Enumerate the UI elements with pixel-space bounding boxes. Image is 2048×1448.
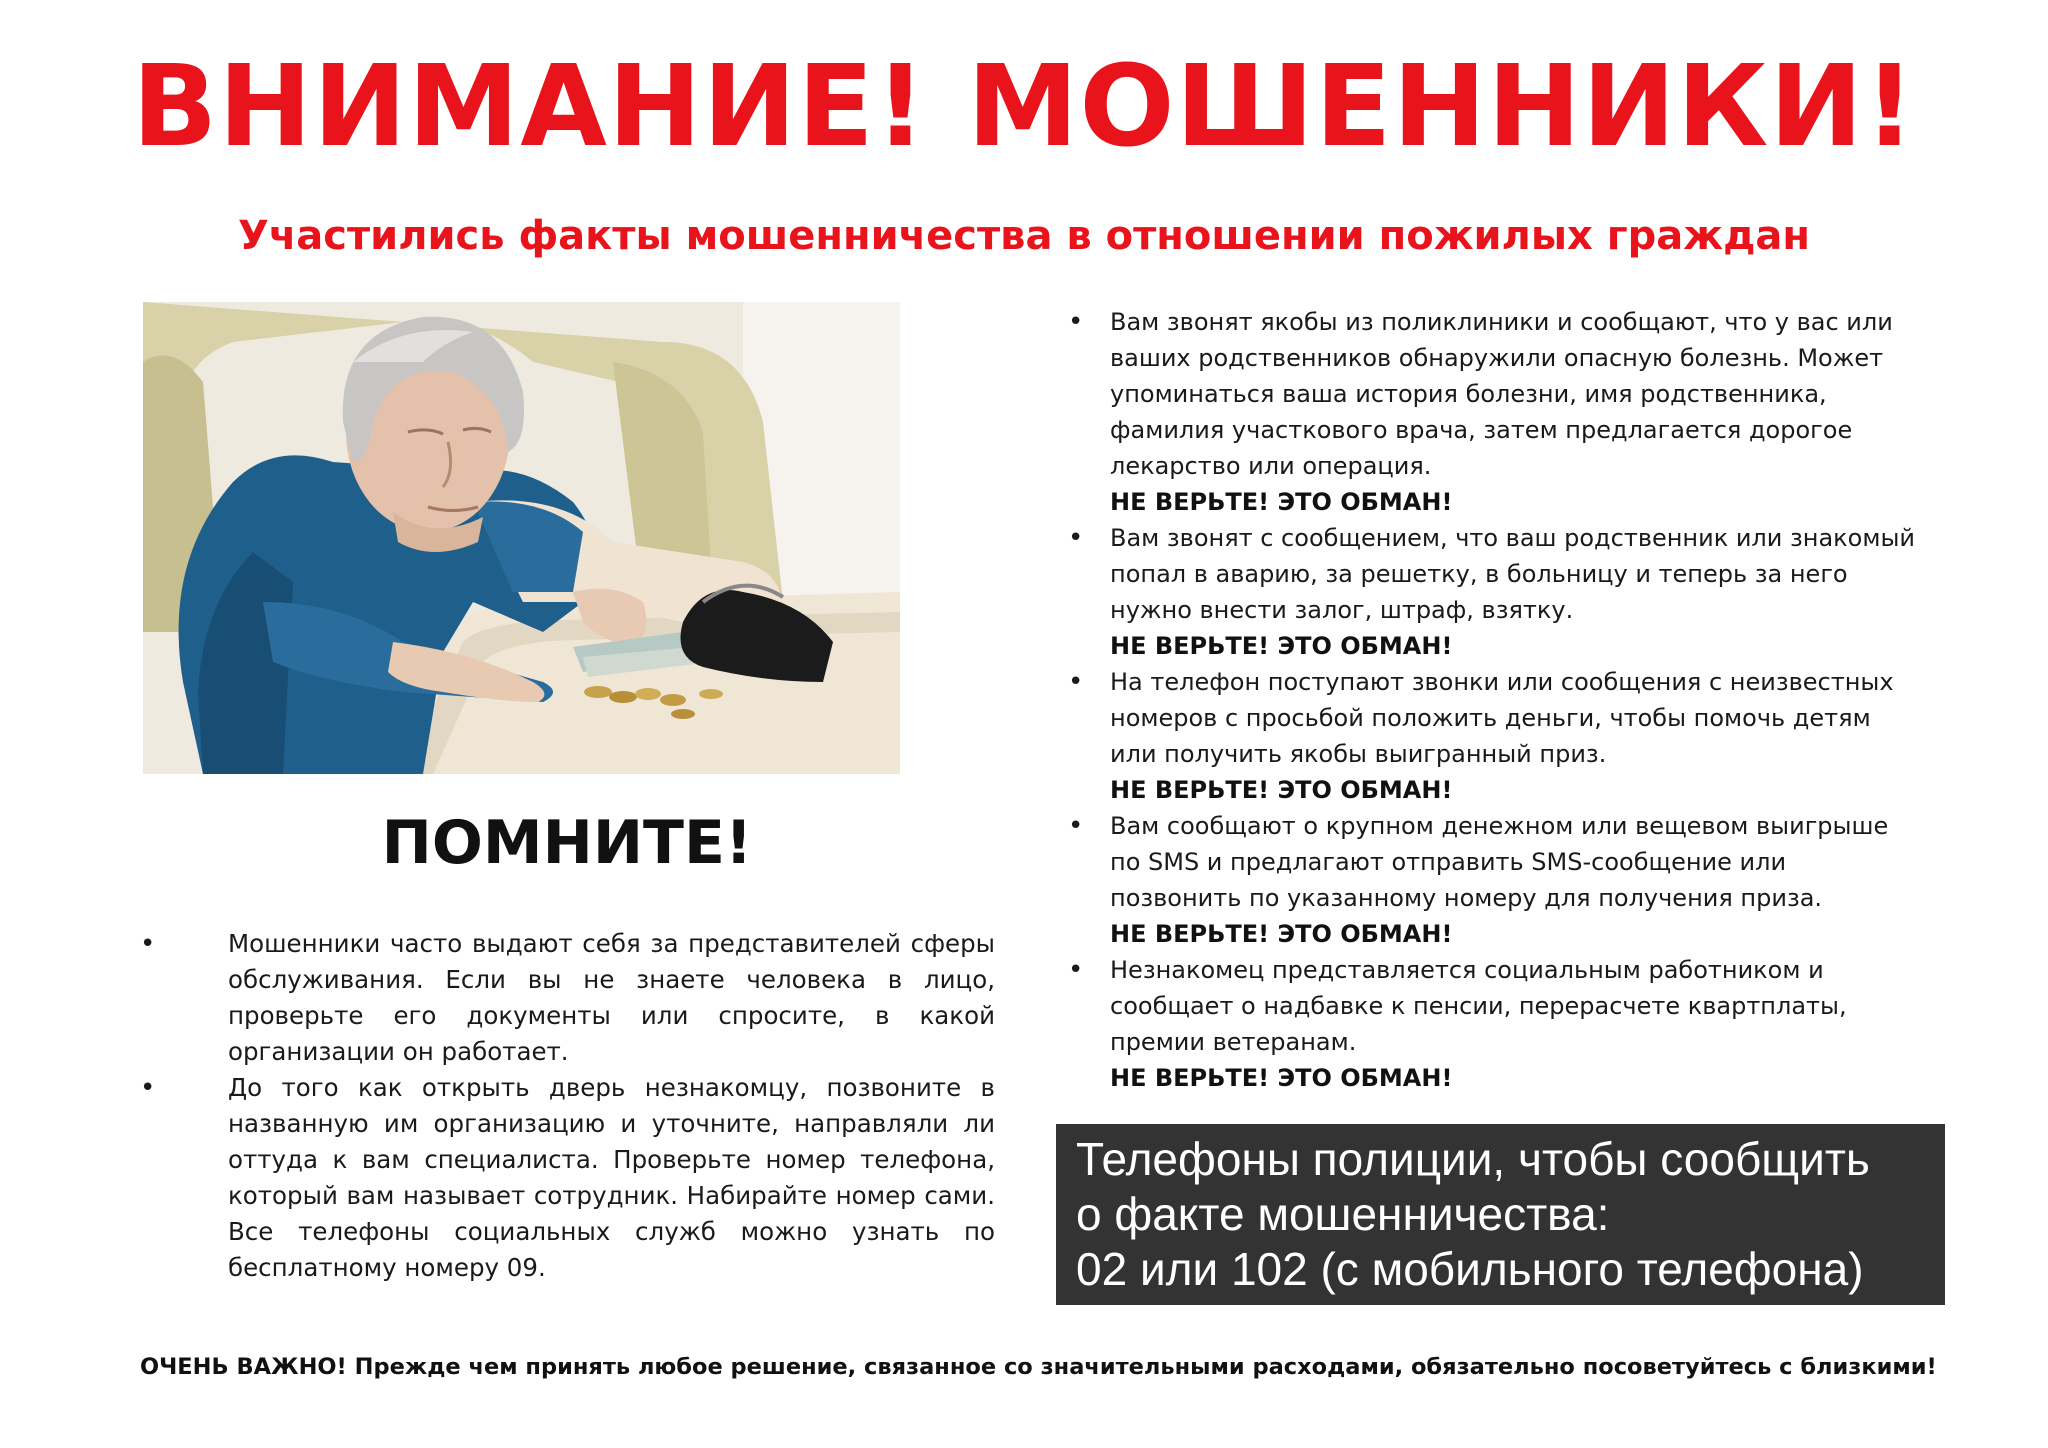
- police-box-line: Телефоны полиции, чтобы сообщить: [1076, 1133, 1870, 1185]
- police-phones-box: [1056, 1124, 1945, 1305]
- list-item: [1060, 664, 1920, 808]
- bullet-icon: •: [140, 929, 156, 959]
- scam-item-text: Незнакомец представляется социальным работником и сообщает о надбавке к пенсии, перерасчете квартплаты, премии ветеранам.: [1110, 956, 1847, 1056]
- police-phone-numbers: 02 или 102 (с мобильного телефона): [1076, 1243, 1864, 1295]
- bullet-icon: •: [1068, 811, 1084, 841]
- warning-text: НЕ ВЕРЬТЕ! ЭТО ОБМАН!: [1110, 776, 1453, 804]
- remember-item-text: До того как открыть дверь незнакомцу, позвоните в названную им организацию и уточните, направляли ли оттуда к вам специалиста. Проверьте номер телефона, который вам называет сотрудник. Набирайте номер сами. Все телефоны социальных служб можно узнать по бесплатному номеру 09.: [228, 1073, 995, 1282]
- list-item: [1060, 808, 1920, 952]
- warning-text: НЕ ВЕРЬТЕ! ЭТО ОБМАН!: [1110, 632, 1453, 660]
- bullet-icon: •: [1068, 955, 1084, 985]
- elderly-woman-photo: [143, 302, 900, 774]
- bullet-icon: •: [140, 1073, 156, 1103]
- warning-text: НЕ ВЕРЬТЕ! ЭТО ОБМАН!: [1110, 488, 1453, 516]
- page-title: ВНИМАНИЕ! МОШЕННИКИ!: [131, 42, 1917, 172]
- remember-item-text: Мошенники часто выдают себя за представителей сферы обслуживания. Если вы не знаете человека в лицо, проверьте его документы или спросите, в какой организации он работает.: [228, 929, 995, 1066]
- bullet-icon: •: [1068, 667, 1084, 697]
- list-item: [1060, 520, 1920, 664]
- scam-item-text: Вам звонят с сообщением, что ваш родственник или знакомый попал в аварию, за решетку, в больницу и теперь за него нужно внести залог, штраф, взятку.: [1110, 524, 1915, 624]
- list-item: [1060, 952, 1920, 1096]
- scam-item-text: Вам звонят якобы из поликлиники и сообщают, что у вас или ваших родственников обнаружили опасную болезнь. Может упоминаться ваша история болезни, имя родственника, фамилия участкового врача, затем предлагается дорогое лекарство или операция.: [1110, 308, 1893, 480]
- warning-text: НЕ ВЕРЬТЕ! ЭТО ОБМАН!: [1110, 920, 1453, 948]
- remember-heading: ПОМНИТЕ!: [381, 808, 753, 878]
- list-item: [1060, 304, 1920, 520]
- page-subtitle: Участились факты мошенничества в отношении пожилых граждан: [237, 213, 1811, 259]
- police-box-line: о факте мошенничества:: [1076, 1188, 1610, 1240]
- scam-list: [1060, 304, 1920, 1096]
- list-item: [140, 1070, 995, 1286]
- remember-list: [140, 926, 995, 1286]
- warning-text: НЕ ВЕРЬТЕ! ЭТО ОБМАН!: [1110, 1064, 1453, 1092]
- bullet-icon: •: [1068, 523, 1084, 553]
- scam-item-text: Вам сообщают о крупном денежном или вещевом выигрыше по SMS и предлагают отправить SMS-сообщение или позвонить по указанному номеру для получения приза.: [1110, 812, 1889, 912]
- important-note: ОЧЕНЬ ВАЖНО! Прежде чем принять любое решение, связанное со значительными расходами, обязательно посоветуйтесь с близкими!: [140, 1354, 1937, 1380]
- list-item: [140, 926, 995, 1070]
- bullet-icon: •: [1068, 307, 1084, 337]
- scam-item-text: На телефон поступают звонки или сообщения с неизвестных номеров с просьбой положить деньги, чтобы помочь детям или получить якобы выигранный приз.: [1110, 668, 1894, 768]
